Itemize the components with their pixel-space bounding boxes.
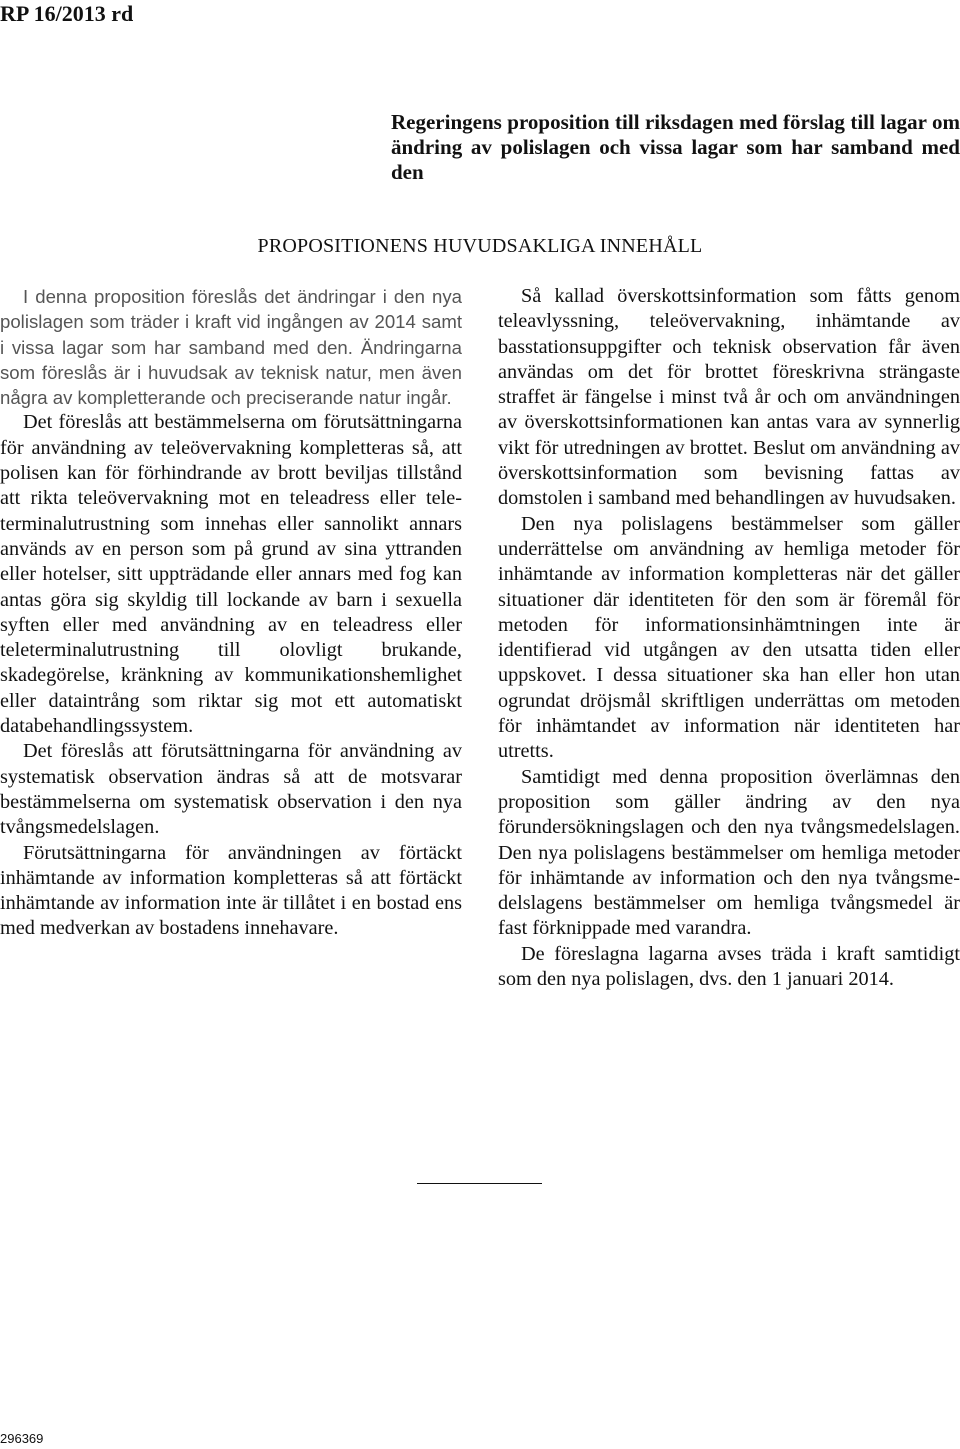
section-heading: PROPOSITIONENS HUVUDSAKLIGA INNEHÅLL xyxy=(257,235,703,257)
page-code: 296369 xyxy=(0,1431,44,1446)
paragraph: De föreslagna lagarna avses träda i kraft samtidigt som den nya polislagen, dvs. den 1 januari 2014. xyxy=(498,942,960,991)
paragraph: Den nya polislagens bestämmelser som gäller underrättelse om användning av hemliga metoder för inhämtande av information kompletteras när det gäller situationer där identiteten för den som är föremål för metoden för informationsinhämtningen inte är identifierad vid utgången av den utsatta tiden eller uppskovet. I dessa situationer ska han eller hon utan ogrundat dröjsmål skriftligen underrättas om metoden för inhämtandet av information när identiteten har utretts. xyxy=(498,512,960,763)
left-text-column xyxy=(0,284,462,942)
paragraph: Det föreslås att förutsättningarna för användning av systematisk observation ändras så att de motsvarar bestämmelserna om systematisk observation i den nya tvångsmedelslagen. xyxy=(0,740,462,839)
section-separator-line xyxy=(417,1183,542,1184)
document-reference: RP 16/2013 rd xyxy=(0,1,134,26)
proposition-title: Regeringens proposition till riksdagen med förslag till lagar om ändring av polislagen och vissa lagar som har samband med den xyxy=(391,110,960,184)
paragraph: Förutsättningarna för användningen av förtäckt inhämtande av information kompletteras så att förtäckt inhämtande av information inte är tillåtet i en bostad ens med medverkan av bostadens innehavare. xyxy=(0,841,462,940)
paragraph: Samtidigt med denna proposition överlämnas den proposition som gäller ändring av den nya förundersökningslagen och den nya tvångsmedelslagen. Den nya polislagens bestämmelser om hemliga metoder för inhämtande av information och den nya tvångsmedelslagens bestämmelser om hemliga tvångsmedel är fast förknippade med varandra. xyxy=(498,765,960,940)
paragraph: I denna proposition föreslås det ändringar i den nya polislagen som träder i kraft vid ingången av 2014 samt i vissa lagar som har samband med den. Ändringarna som föreslås är i huvudsak av teknisk natur, men även några av kompletterande och preciserande natur ingår. xyxy=(0,286,462,409)
paragraph: Så kallad överskottsinformation som fåtts genom teleavlyssning, teleövervakning, inhämtande av basstationsuppgifter och teknisk observation får även användas om det för brottet föreskrivna strängaste straffet är fängelse i minst två år och om användningen av överskottsinformationen kan antas vara av synnerlig vikt för utredningen av brottet. Beslut om användning av överskottsinformation som bevisning fattas av domstolen i samband med behandlingen av huvudsaken. xyxy=(498,285,960,510)
paragraph: Det föreslås att bestämmelserna om förutsättningarna för användning av teleövervakning kompletteras så, att polisen kan för förhindrande av brott beviljas tillstånd att rikta teleövervakning mot en teleadress eller teleterminalutrustning som innehas eller sannolikt annars används av en person som på grund av sina yttranden eller hotelser, sitt uppträdande eller annars med fog kan antas göra sig skyldig till lockande av barn i sexuella syften eller med användning av en teleadress eller teleterminalutrustning till olovligt brukande, skadegörelse, kränkning av kommunikationshemlighet eller dataintrång som riktar sig mot ett automatiskt databehandlingssystem. xyxy=(0,411,462,738)
right-text-column xyxy=(498,284,960,992)
